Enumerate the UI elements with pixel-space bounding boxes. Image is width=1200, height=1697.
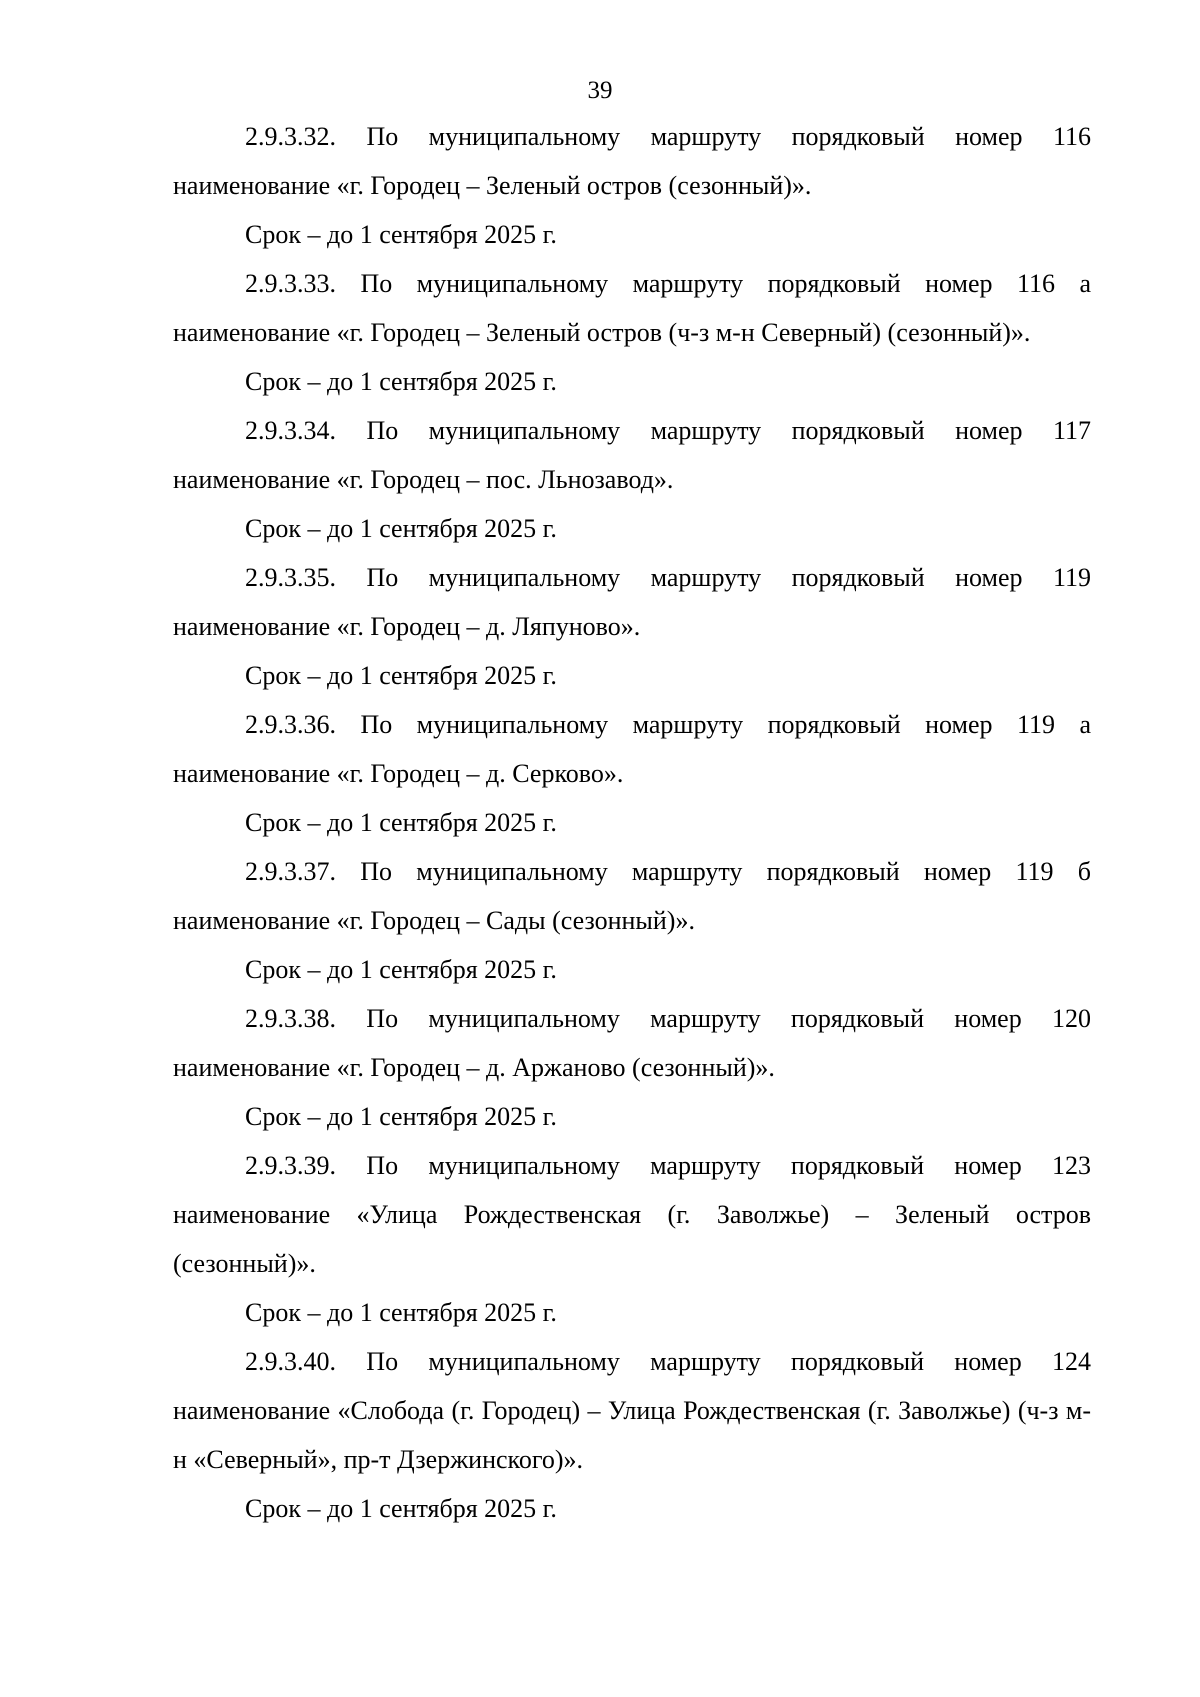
deadline-line: Срок – до 1 сентября 2025 г. bbox=[245, 367, 557, 396]
route-entry-34 bbox=[173, 406, 1091, 553]
document-body bbox=[173, 112, 1091, 1533]
route-entry-38 bbox=[173, 994, 1091, 1141]
route-paragraph: 2.9.3.33. По муниципальному маршруту порядковый номер 116 а наименование «г. Городец – Зеленый остров (ч-з м-н Северный) (сезонный)». bbox=[173, 269, 1091, 347]
route-entry-39 bbox=[173, 1141, 1091, 1337]
route-entry-37 bbox=[173, 847, 1091, 994]
route-paragraph: 2.9.3.37. По муниципальному маршруту порядковый номер 119 б наименование «г. Городец – Сады (сезонный)». bbox=[173, 857, 1091, 935]
deadline-line: Срок – до 1 сентября 2025 г. bbox=[245, 1298, 557, 1327]
deadline-line: Срок – до 1 сентября 2025 г. bbox=[245, 514, 557, 543]
route-entry-33 bbox=[173, 259, 1091, 406]
route-paragraph: 2.9.3.36. По муниципальному маршруту порядковый номер 119 а наименование «г. Городец – д. Серково». bbox=[173, 710, 1091, 788]
deadline-line: Срок – до 1 сентября 2025 г. bbox=[245, 808, 557, 837]
route-paragraph: 2.9.3.38. По муниципальному маршруту порядковый номер 120 наименование «г. Городец – д. Аржаново (сезонный)». bbox=[173, 1004, 1091, 1082]
deadline-line: Срок – до 1 сентября 2025 г. bbox=[245, 1102, 557, 1131]
route-paragraph: 2.9.3.40. По муниципальному маршруту порядковый номер 124 наименование «Слобода (г. Городец) – Улица Рождественская (г. Заволжье) (ч-з м-н «Северный», пр-т Дзержинского)». bbox=[173, 1347, 1091, 1474]
route-paragraph: 2.9.3.32. По муниципальному маршруту порядковый номер 116 наименование «г. Городец – Зеленый остров (сезонный)». bbox=[173, 122, 1091, 200]
route-entry-36 bbox=[173, 700, 1091, 847]
route-entry-32 bbox=[173, 112, 1091, 259]
route-paragraph: 2.9.3.34. По муниципальному маршруту порядковый номер 117 наименование «г. Городец – пос. Льнозавод». bbox=[173, 416, 1091, 494]
route-paragraph: 2.9.3.35. По муниципальному маршруту порядковый номер 119 наименование «г. Городец – д. Ляпуново». bbox=[173, 563, 1091, 641]
route-entry-40 bbox=[173, 1337, 1091, 1533]
route-entry-35 bbox=[173, 553, 1091, 700]
page-number: 39 bbox=[587, 77, 613, 104]
deadline-line: Срок – до 1 сентября 2025 г. bbox=[245, 220, 557, 249]
route-paragraph: 2.9.3.39. По муниципальному маршруту порядковый номер 123 наименование «Улица Рождественская (г. Заволжье) – Зеленый остров (сезонный)». bbox=[173, 1151, 1091, 1278]
deadline-line: Срок – до 1 сентября 2025 г. bbox=[245, 661, 557, 690]
deadline-line: Срок – до 1 сентября 2025 г. bbox=[245, 1494, 557, 1523]
deadline-line: Срок – до 1 сентября 2025 г. bbox=[245, 955, 557, 984]
